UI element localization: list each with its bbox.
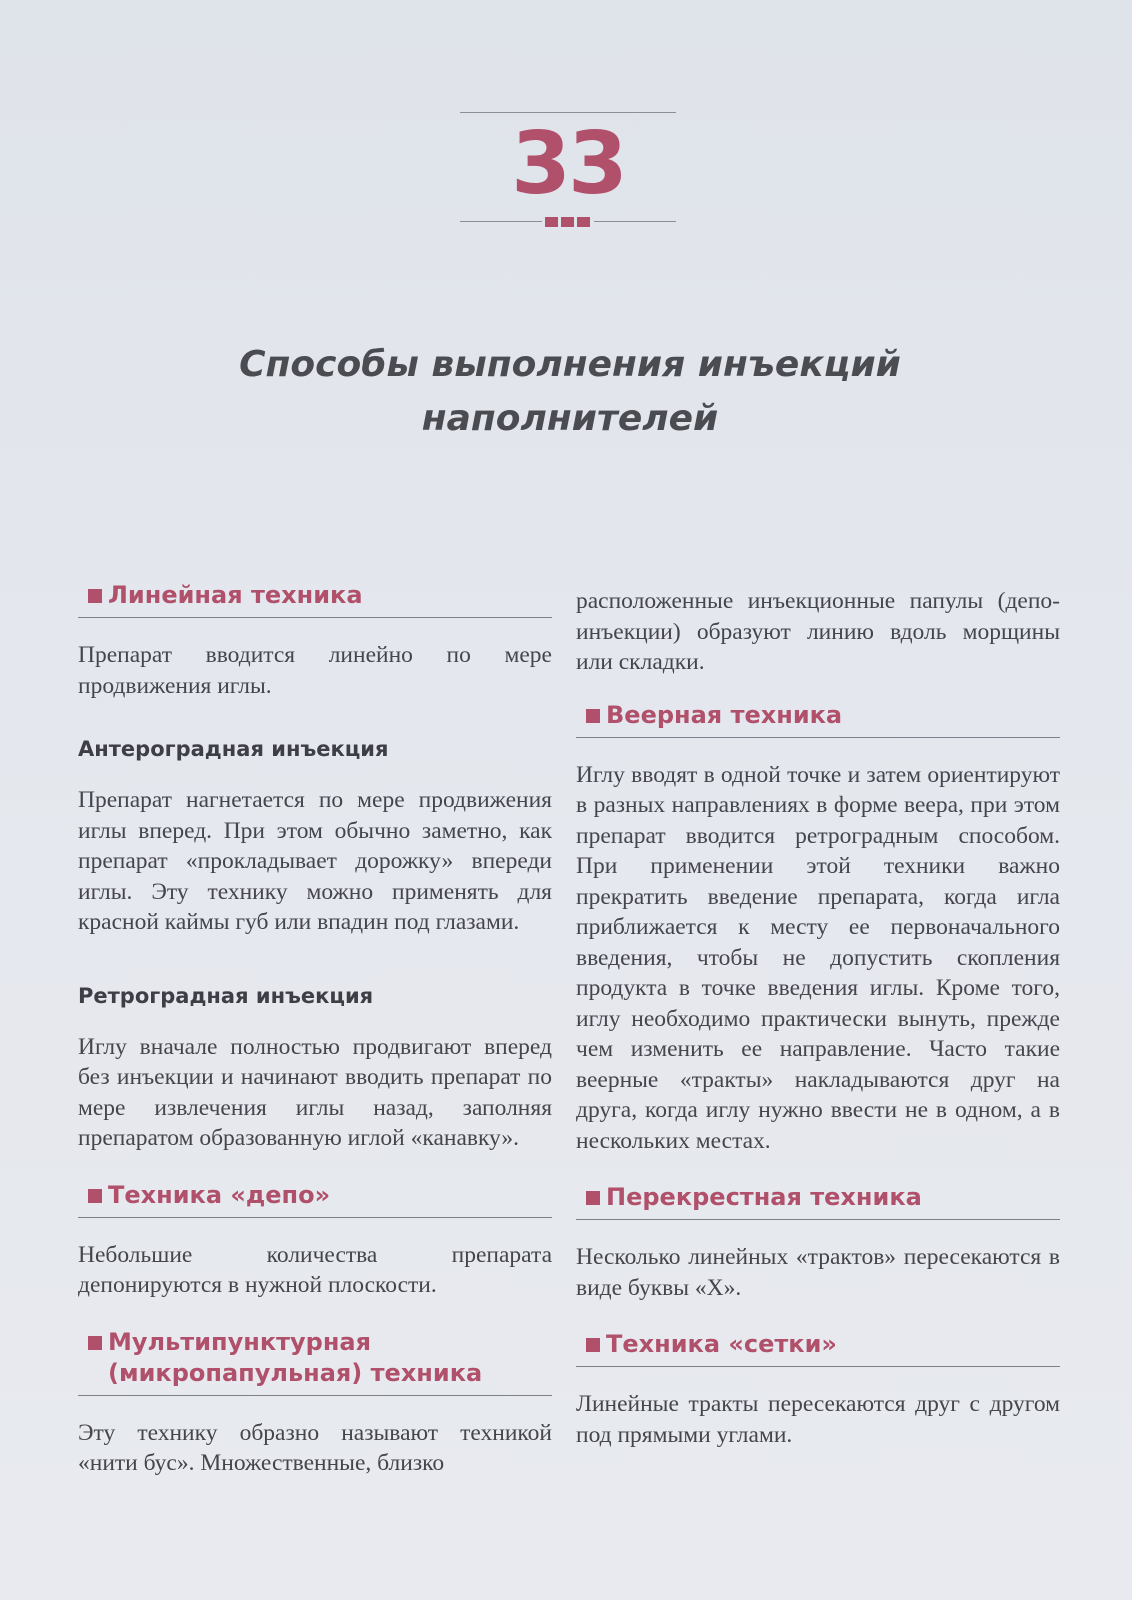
section-fan xyxy=(576,700,1060,738)
paragraph-cross: Несколько линейных «трактов» пересекаются в виде буквы «Х». xyxy=(576,1244,1060,1301)
paragraph-grid: Линейные тракты пересекаются друг с другом под прямыми углами. xyxy=(576,1391,1060,1448)
chapter-title xyxy=(120,338,1020,446)
right-column xyxy=(576,586,1060,1450)
section-grid xyxy=(576,1329,1060,1367)
paragraph-antegrade: Препарат нагнетается по мере продвижения иглы вперед. При этом обычно заметно, как препарат «прокладывает дорожку» впереди иглы. Эту технику можно применять для красной каймы губ или впадин под глазами. xyxy=(78,787,552,935)
section-depot xyxy=(78,1180,552,1218)
square-bullet-icon xyxy=(586,709,600,723)
section-multipuncture xyxy=(78,1327,552,1396)
square-bullet-icon xyxy=(586,1338,600,1352)
chapter-rule-bottom-right xyxy=(594,221,676,222)
chapter-number: 33 xyxy=(511,114,625,214)
square-bullet-icon xyxy=(88,589,102,603)
paragraph-multipuncture-continued: расположенные инъекционные папулы (депо-инъекции) образуют линию вдоль морщины или складки. xyxy=(576,588,1060,675)
paragraph-linear: Препарат вводится линейно по мере продвижения иглы. xyxy=(78,642,552,699)
square-bullet-icon xyxy=(88,1336,102,1350)
section-heading-multipuncture: Мультипунктурная (микропапульная) техника xyxy=(78,1327,552,1396)
chapter-ornament xyxy=(545,217,590,227)
subheading-retrograde: Ретроградная инъекция xyxy=(78,983,374,1008)
paragraph-retrograde: Иглу вначале полностью продвигают вперед без инъекции и начинают вводить препарат по мере извлечения иглы назад, заполняя препаратом образованную иглой «канавку». xyxy=(78,1033,552,1151)
subheading-antegrade: Антероградная инъекция xyxy=(78,737,389,761)
left-column xyxy=(78,580,552,1479)
chapter-title-line1: Способы выполнения инъекций xyxy=(239,344,901,385)
chapter-rule-bottom-left xyxy=(460,221,542,222)
paragraph-multipuncture: Эту технику образно называют техникой «нити бус». Множественные, близко xyxy=(78,1419,552,1476)
section-heading-grid: Техника «сетки» xyxy=(576,1329,1060,1367)
section-linear xyxy=(78,580,552,618)
section-heading-depot: Техника «депо» xyxy=(78,1180,552,1218)
section-cross xyxy=(576,1182,1060,1220)
chapter-title-line2: наполнителей xyxy=(421,398,719,439)
chapter-header xyxy=(460,112,676,230)
paragraph-depot: Небольшие количества препарата депонируются в нужной плоскости. xyxy=(78,1241,552,1298)
square-bullet-icon xyxy=(586,1191,600,1205)
section-heading-cross: Перекрестная техника xyxy=(576,1182,1060,1220)
square-bullet-icon xyxy=(88,1189,102,1203)
section-heading-fan: Веерная техника xyxy=(576,700,1060,738)
section-heading-linear: Линейная техника xyxy=(78,580,552,618)
chapter-rule-top xyxy=(460,112,676,113)
paragraph-fan: Иглу вводят в одной точке и затем ориентируют в разных направлениях в форме веера, при этом препарат вводится ретроградным способом. При применении этой техники важно прекратить введение препарата, когда игла приближается к месту ее первоначального введения, чтобы не допустить скопления продукта в точке введения иглы. Кроме того, иглу необходимо практически вынуть, прежде чем изменить ее направление. Часто такие веерные «тракты» накладываются друг на друга, когда иглу нужно ввести не в одном, а в нескольких местах. xyxy=(576,761,1060,1154)
